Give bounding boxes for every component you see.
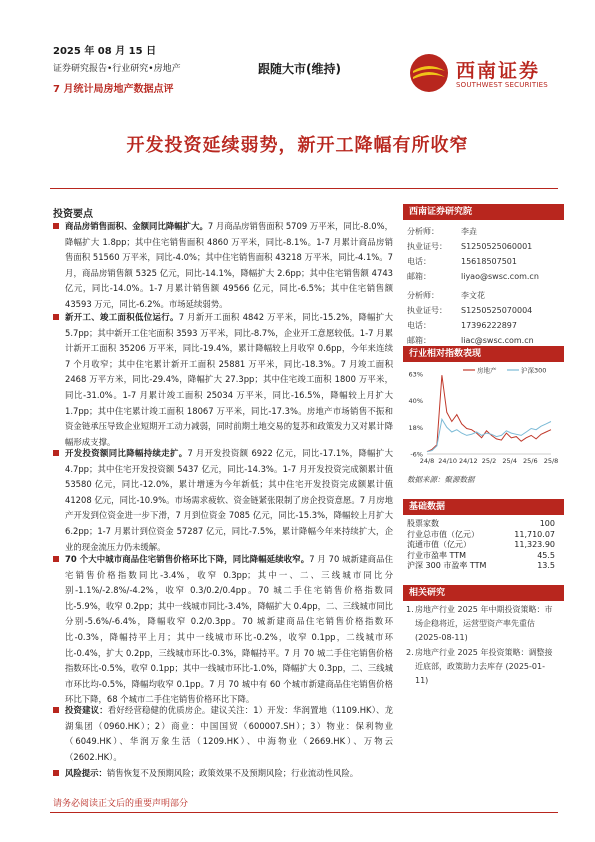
analyst-1 xyxy=(407,224,539,284)
analyst-name: 李垚 xyxy=(461,227,477,236)
bullet-recommendation xyxy=(53,703,393,765)
bullet-marker-icon xyxy=(53,450,59,456)
analyst-mail[interactable]: liyao@swsc.com.cn xyxy=(461,272,539,281)
bullet-marker-icon xyxy=(53,770,59,776)
basic-data-bar: 基础数据 xyxy=(403,499,564,515)
rating: 跟随大市(维持) xyxy=(258,62,341,76)
related-item[interactable] xyxy=(406,603,558,645)
basic-data-row xyxy=(407,530,555,541)
chart-source: 数据来源：聚源数据 xyxy=(407,475,475,484)
bullet-lead: 新开工、竣工面积低位运行。 xyxy=(65,312,179,322)
x-tick-label: 25/4 xyxy=(502,457,517,465)
bullet-construction xyxy=(53,310,393,450)
analyst-tel: 17396222897 xyxy=(461,321,517,330)
bullet-lead: 开发投资额同比降幅持续走扩。 xyxy=(65,448,188,458)
bullet-marker-icon xyxy=(53,314,59,320)
analyst-tel-key: 电话： xyxy=(407,257,431,266)
related-item-number: 1. xyxy=(406,605,414,614)
y-tick-label: -6% xyxy=(410,450,423,459)
bullet-lead: 风险提示： xyxy=(65,768,107,778)
basic-data-row xyxy=(407,551,555,562)
disclaimer-footer: 请务必阅读正文后的重要声明部分 xyxy=(53,799,189,809)
analyst-cert-key: 执业证号： xyxy=(407,306,447,315)
basic-data-value: 13.5 xyxy=(537,561,555,570)
basic-data-key: 股票家数 xyxy=(407,519,439,528)
x-tick-label: 24/10 xyxy=(438,457,458,465)
index-performance-bar: 行业相对指数表现 xyxy=(403,346,564,362)
bullet-text: 7 月 70 城新建商品住宅销售价格指数同比-3.4%，收窄 0.3pp；其中一、二、三线城市同比分别-1.1%/-2.8%/-4.2%，收窄 0.3/0.2/0.4pp。70 城二手住宅销售价格指数同比-5.9%，收窄 0.2pp；其中一线城市同比-3.4%，降幅扩大 0.4pp，二、三线城市同比分别-5.6%/-6.4%，降幅收窄 0.2/0.3pp。70 城新建商品住宅销售价格指数环比-0.3%，降幅持平上月；其中一线城市环比-0.2%，收窄 0.1pp，二线城市环比-0.4%，扩大 0.2pp，三线城市环比-0.3%，降幅持平。7 月 70 城二手住宅销售价格指数环比-0.5%，收窄 0.1pp；其中一线城市环比-1.0%，降幅扩大 0.3pp，二、三线城市环比均-0.5%，降幅均收窄 0.1pp。7 月 70 城中有 60 个城市新建商品住宅销售价格环比下降，68 个城市二手住宅销售价格环比下降。 xyxy=(65,554,393,705)
basic-data-key: 行业总市值（亿元） xyxy=(407,529,479,539)
related-item-title[interactable]: 房地产行业 2025 年投资策略：调整接近底部，政策助力去库存 (2025-01-11) xyxy=(415,648,553,685)
basic-data-value: 45.5 xyxy=(537,550,555,560)
analyst-tel: 15618507501 xyxy=(461,257,517,266)
bullet-lead: 投资建议： xyxy=(65,705,108,715)
y-tick-label: 63% xyxy=(408,370,423,379)
series-line-1 xyxy=(427,375,551,452)
basic-data-value: 100 xyxy=(539,519,555,528)
logo-name: 西南证券 xyxy=(456,60,541,82)
footer-divider xyxy=(50,812,558,813)
bullet-risk xyxy=(53,766,393,782)
x-tick-label: 25/8 xyxy=(543,457,558,465)
bullet-prices xyxy=(53,552,393,708)
analyst-2 xyxy=(407,288,534,348)
analyst-cert: S1250525060001 xyxy=(461,242,533,251)
bullet-lead: 70 个大中城市商品住宅销售价格环比下降，同比降幅延续收窄。 xyxy=(65,554,310,564)
basic-data-table xyxy=(407,519,555,572)
bullet-marker-icon xyxy=(53,223,59,229)
page-title: 开发投资延续弱势，新开工降幅有所收窄 xyxy=(126,135,469,156)
analyst-tel-key: 电话： xyxy=(407,321,431,330)
bullet-investment xyxy=(53,446,393,555)
bullet-text: 看好经营稳健的优质房企。建议关注：1）开发：华润置地（1109.HK）、龙湖集团（0960.HK）；2）商业：中国国贸（600007.SH）；3）物业：保利物业（6049.HK）、华润万象生活（1209.HK）、中海物业（2669.HK）、万物云（2602.HK）。 xyxy=(65,705,393,762)
basic-data-row xyxy=(407,561,555,572)
analyst-mail-key: 邮箱： xyxy=(407,336,431,345)
basic-data-row xyxy=(407,540,555,551)
legend-label: 沪深300 xyxy=(521,366,547,375)
bullet-marker-icon xyxy=(53,556,59,562)
bullet-lead: 商品房销售面积、金额同比降幅扩大。 xyxy=(65,221,208,231)
research-institute-bar: 西南证券研究院 xyxy=(403,204,564,220)
basic-data-value: 11,710.07 xyxy=(514,529,555,539)
x-tick-label: 24/12 xyxy=(458,457,478,465)
analyst-name-key: 分析师： xyxy=(407,291,439,300)
company-logo xyxy=(408,52,558,96)
header-divider xyxy=(50,188,558,189)
bullet-text: 7 月新开工面积 4842 万平米，同比-15.2%，降幅扩大 5.7pp；其中新开工住宅面积 3593 万平米，同比-8.7%，企业开工意愿较低。1-7 月累计新开工面积 35206 万平米，同比-19.4%，累计降幅较上月收窄 0.6pp，今年来连续 7 个月收窄；其中住宅累计新开工面积 25881 万平米，同比-18.3%。7 月竣工面积 2468 万平方米，同比-29.4%，降幅扩大 27.3pp；其中住宅竣工面积 1800 万平米，同比-31.0%。1-7 月累计竣工面积 25034 万平米，同比-16.5%，降幅较上月扩大 1.7pp；其中住宅累计竣工面积 18067 万平米，同比-17.3%。房地产市场销售不振和资金链承压导致企业短期开工动力减弱，同时前期土地交易的复苏和政策发力又对累计降幅形成支撑。 xyxy=(65,312,393,447)
logo-mark-icon xyxy=(408,52,450,94)
report-type: 证券研究报告•行业研究•房地产 xyxy=(53,64,181,74)
analyst-cert: S1250525070004 xyxy=(461,306,533,315)
x-tick-label: 25/2 xyxy=(481,457,497,465)
report-date: 2025 年 08 月 15 日 xyxy=(53,46,157,57)
bullet-text: 7 月开发投资额 6922 亿元，同比-17.1%，降幅扩大 4.7pp；其中住宅开发投资额 5437 亿元，同比-14.3%。1-7 月开发投资完成额累计值 53580 亿元，同比-12.0%，累计增速为今年新低；其中住宅开发投资完成额累计值 41208 亿元，同比-10.9%。市场需求疲软、资金链紧张限制了房企投资意愿。7 月房地产开发到位资金进一步下滑，7 月到位资金 7085 亿元，同比-15.3%，降幅较上月扩大 6.2pp；1-7 月累计到位资金 57287 亿元，同比-7.5%，累计降幅今年来持续扩大，企业的现金流压力仍未缓解。 xyxy=(65,448,393,552)
analyst-mail[interactable]: liac@swsc.com.cn xyxy=(461,336,534,345)
bullet-text: 销售恢复不及预期风险；政策效果不及预期风险；行业流动性风险。 xyxy=(106,768,359,778)
analyst-name: 李文花 xyxy=(461,291,485,300)
analyst-mail-key: 邮箱： xyxy=(407,272,431,281)
series-line-2 xyxy=(427,419,551,452)
related-item[interactable] xyxy=(406,646,558,688)
report-subtitle: 7 月统计局房地产数据点评 xyxy=(53,84,174,95)
basic-data-key: 沪深 300 市盈率 TTM xyxy=(407,561,487,570)
analyst-cert-key: 执业证号： xyxy=(407,242,447,251)
basic-data-key: 行业市盈率 TTM xyxy=(407,550,467,560)
x-tick-label: 25/6 xyxy=(523,457,538,465)
basic-data-row xyxy=(407,519,555,530)
y-tick-label: 18% xyxy=(408,423,423,432)
logo-english-name: SOUTHWEST SECURITIES xyxy=(456,81,548,89)
section-heading: 投资要点 xyxy=(53,209,93,220)
basic-data-value: 11,323.90 xyxy=(514,540,555,549)
bullet-text: 7 月商品房销售面积 5709 万平米，同比-8.0%，降幅扩大 1.8pp；其中住宅销售面积 4860 万平米，同比-8.1%。1-7 月累计商品房销售面积 51560 万平米，同比-4.0%；其中住宅销售面积 43218 万平米，同比-4.1%。7 月，商品房销售额 5325 亿元，同比-14.1%，降幅扩大 2.6pp；其中住宅销售额 4743 亿元，同比-14.0%。1-7 月累计销售额 49566 亿元，同比-6.5%；其中住宅销售额 43593 万元，同比-6.2%。市场延续弱势。 xyxy=(65,221,393,309)
relative-index-chart xyxy=(403,364,558,472)
x-tick-label: 24/8 xyxy=(419,457,435,465)
bullet-marker-icon xyxy=(53,707,59,713)
related-item-number: 2. xyxy=(406,648,414,657)
related-research-bar: 相关研究 xyxy=(403,585,564,601)
analyst-name-key: 分析师： xyxy=(407,227,439,236)
basic-data-key: 流通市值（亿元） xyxy=(407,540,471,549)
y-tick-label: 40% xyxy=(408,397,423,406)
bullet-sales xyxy=(53,219,393,313)
related-item-title[interactable]: 房地产行业 2025 年中期投资策略：市场企稳将近，运营型资产率先重估 (2025-08-11) xyxy=(415,605,553,642)
legend-label: 房地产 xyxy=(477,366,497,375)
